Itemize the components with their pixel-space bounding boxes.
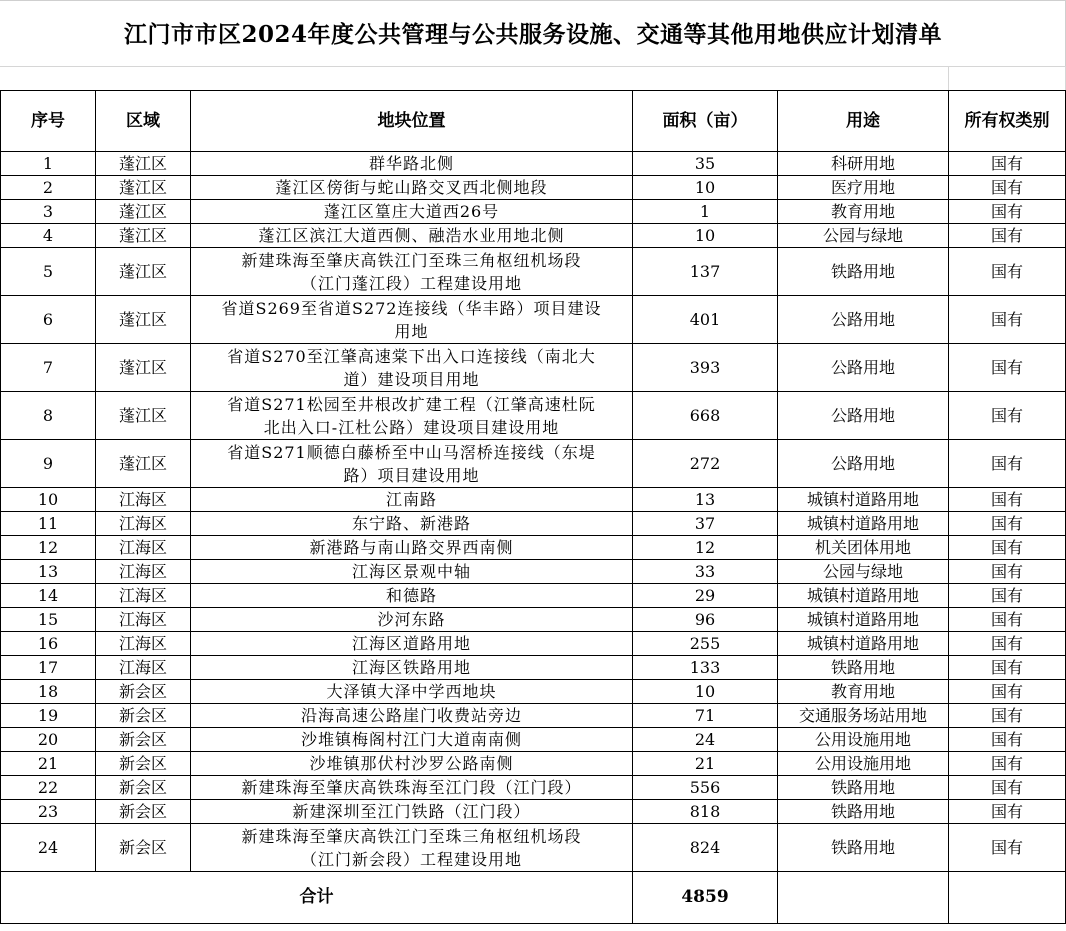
cell-district: 蓬江区 [96, 248, 191, 296]
cell-ownership: 国有 [949, 200, 1066, 224]
cell-district: 新会区 [96, 704, 191, 728]
cell-district: 新会区 [96, 800, 191, 824]
cell-use: 铁路用地 [778, 824, 949, 872]
table-row [1, 296, 1066, 344]
cell-no: 15 [1, 608, 96, 632]
table-row [1, 584, 1066, 608]
cell-ownership: 国有 [949, 536, 1066, 560]
cell-area: 10 [633, 176, 778, 200]
cell-district: 新会区 [96, 776, 191, 800]
cell-district: 江海区 [96, 656, 191, 680]
cell-district: 新会区 [96, 752, 191, 776]
cell-ownership: 国有 [949, 608, 1066, 632]
table-row [1, 824, 1066, 872]
cell-district: 江海区 [96, 632, 191, 656]
cell-ownership: 国有 [949, 488, 1066, 512]
cell-area: 24 [633, 728, 778, 752]
cell-location [191, 824, 633, 872]
cell-district: 江海区 [96, 536, 191, 560]
location-line: 道）建设项目用地 [343, 369, 480, 389]
cell-ownership: 国有 [949, 584, 1066, 608]
cell-use: 城镇村道路用地 [778, 608, 949, 632]
cell-use: 城镇村道路用地 [778, 488, 949, 512]
cell-use: 医疗用地 [778, 176, 949, 200]
cell-district: 江海区 [96, 488, 191, 512]
cell-location [191, 344, 633, 392]
cell-area: 393 [633, 344, 778, 392]
location-line: 群华路北侧 [368, 154, 454, 173]
cell-no: 5 [1, 248, 96, 296]
cell-district: 江海区 [96, 512, 191, 536]
cell-ownership: 国有 [949, 224, 1066, 248]
cell-location [191, 632, 633, 656]
cell-no: 10 [1, 488, 96, 512]
cell-ownership: 国有 [949, 248, 1066, 296]
cell-no: 19 [1, 704, 96, 728]
cell-ownership: 国有 [949, 344, 1066, 392]
cell-area: 818 [633, 800, 778, 824]
cell-use: 铁路用地 [778, 656, 949, 680]
location-line: 省道S270至江肇高速棠下出入口连接线（南北大 [227, 346, 596, 366]
cell-ownership: 国有 [949, 800, 1066, 824]
cell-area: 401 [633, 296, 778, 344]
location-line: （江门新会段）工程建设用地 [300, 849, 522, 869]
cell-ownership: 国有 [949, 752, 1066, 776]
location-line: 蓬江区傍街与蛇山路交叉西北侧地段 [275, 178, 548, 197]
table-body [1, 152, 1066, 872]
table-row [1, 392, 1066, 440]
table-row [1, 488, 1066, 512]
cell-use: 公路用地 [778, 440, 949, 488]
cell-use: 铁路用地 [778, 800, 949, 824]
cell-ownership: 国有 [949, 296, 1066, 344]
total-area: 4859 [633, 872, 778, 924]
location-line: 新建珠海至肇庆高铁江门至珠三角枢纽机场段 [241, 826, 582, 846]
location-line: （江门蓬江段）工程建设用地 [300, 273, 522, 293]
cell-no: 6 [1, 296, 96, 344]
cell-location [191, 608, 633, 632]
cell-use: 铁路用地 [778, 248, 949, 296]
table-row [1, 776, 1066, 800]
cell-location [191, 800, 633, 824]
total-empty-ownership [949, 872, 1066, 924]
table-row [1, 440, 1066, 488]
cell-district: 江海区 [96, 608, 191, 632]
location-line: 江海区道路用地 [351, 634, 471, 653]
spacer-row [0, 66, 1066, 90]
table-row [1, 152, 1066, 176]
cell-use: 公路用地 [778, 344, 949, 392]
cell-area: 33 [633, 560, 778, 584]
cell-district: 蓬江区 [96, 224, 191, 248]
cell-location [191, 488, 633, 512]
cell-no: 23 [1, 800, 96, 824]
cell-location [191, 584, 633, 608]
cell-no: 1 [1, 152, 96, 176]
location-line: 蓬江区篁庄大道西26号 [323, 202, 500, 221]
cell-ownership: 国有 [949, 824, 1066, 872]
location-line: 蓬江区滨江大道西侧、融浩水业用地北侧 [258, 226, 565, 245]
location-line: 新建珠海至肇庆高铁珠海至江门段（江门段） [241, 778, 582, 797]
cell-use: 公园与绿地 [778, 560, 949, 584]
table-row [1, 560, 1066, 584]
table-row [1, 632, 1066, 656]
cell-location [191, 656, 633, 680]
cell-area: 10 [633, 680, 778, 704]
location-line: 省道S271顺德白藤桥至中山马滘桥连接线（东堤 [227, 442, 596, 462]
cell-area: 37 [633, 512, 778, 536]
table-row [1, 608, 1066, 632]
cell-location [191, 680, 633, 704]
cell-no: 8 [1, 392, 96, 440]
location-line: 用地 [394, 321, 429, 341]
cell-ownership: 国有 [949, 152, 1066, 176]
table-row [1, 728, 1066, 752]
location-line: 和德路 [385, 586, 437, 605]
header-area: 面积（亩） [633, 91, 778, 152]
cell-use: 公用设施用地 [778, 752, 949, 776]
cell-area: 556 [633, 776, 778, 800]
cell-district: 蓬江区 [96, 200, 191, 224]
cell-use: 教育用地 [778, 680, 949, 704]
cell-district: 新会区 [96, 680, 191, 704]
cell-no: 4 [1, 224, 96, 248]
cell-area: 10 [633, 224, 778, 248]
cell-use: 公路用地 [778, 296, 949, 344]
cell-district: 蓬江区 [96, 152, 191, 176]
cell-no: 16 [1, 632, 96, 656]
cell-ownership: 国有 [949, 176, 1066, 200]
cell-use: 铁路用地 [778, 776, 949, 800]
cell-ownership: 国有 [949, 632, 1066, 656]
table-row [1, 512, 1066, 536]
cell-district: 蓬江区 [96, 176, 191, 200]
cell-district: 蓬江区 [96, 296, 191, 344]
table-row [1, 344, 1066, 392]
cell-no: 12 [1, 536, 96, 560]
cell-area: 96 [633, 608, 778, 632]
location-line: 东宁路、新港路 [351, 514, 471, 533]
cell-use: 交通服务场站用地 [778, 704, 949, 728]
cell-location [191, 296, 633, 344]
cell-location [191, 440, 633, 488]
cell-area: 272 [633, 440, 778, 488]
cell-no: 7 [1, 344, 96, 392]
location-line: 沙堆镇那伏村沙罗公路南侧 [309, 754, 514, 773]
cell-area: 1 [633, 200, 778, 224]
cell-location [191, 224, 633, 248]
cell-location [191, 248, 633, 296]
location-line: 新建深圳至江门铁路（江门段） [292, 802, 531, 821]
cell-ownership: 国有 [949, 704, 1066, 728]
location-line: 省道S271松园至井根改扩建工程（江肇高速杜阮 [227, 394, 596, 414]
cell-area: 824 [633, 824, 778, 872]
table-row [1, 200, 1066, 224]
cell-area: 133 [633, 656, 778, 680]
cell-area: 35 [633, 152, 778, 176]
table-row [1, 656, 1066, 680]
cell-area: 29 [633, 584, 778, 608]
header-ownership: 所有权类别 [949, 91, 1066, 152]
cell-district: 江海区 [96, 560, 191, 584]
cell-no: 24 [1, 824, 96, 872]
location-line: 新港路与南山路交界西南侧 [309, 538, 514, 557]
cell-ownership: 国有 [949, 560, 1066, 584]
cell-no: 11 [1, 512, 96, 536]
location-line: 北出入口-江杜公路）建设项目建设用地 [263, 417, 560, 437]
cell-ownership: 国有 [949, 656, 1066, 680]
cell-use: 教育用地 [778, 200, 949, 224]
cell-location [191, 200, 633, 224]
cell-no: 13 [1, 560, 96, 584]
cell-no: 22 [1, 776, 96, 800]
cell-area: 255 [633, 632, 778, 656]
table-row [1, 800, 1066, 824]
cell-ownership: 国有 [949, 728, 1066, 752]
header-district: 区域 [96, 91, 191, 152]
table-row [1, 248, 1066, 296]
cell-area: 12 [633, 536, 778, 560]
cell-district: 江海区 [96, 584, 191, 608]
table-row [1, 752, 1066, 776]
cell-no: 20 [1, 728, 96, 752]
cell-use: 城镇村道路用地 [778, 584, 949, 608]
location-line: 新建珠海至肇庆高铁江门至珠三角枢纽机场段 [241, 250, 582, 270]
cell-location [191, 152, 633, 176]
cell-ownership: 国有 [949, 776, 1066, 800]
cell-district: 新会区 [96, 728, 191, 752]
cell-ownership: 国有 [949, 392, 1066, 440]
header-use: 用途 [778, 91, 949, 152]
cell-area: 668 [633, 392, 778, 440]
location-line: 江海区铁路用地 [351, 658, 471, 677]
table-row [1, 224, 1066, 248]
location-line: 江海区景观中轴 [351, 562, 471, 581]
cell-location [191, 512, 633, 536]
total-label: 合计 [1, 872, 633, 924]
total-row [1, 872, 1066, 924]
cell-no: 14 [1, 584, 96, 608]
location-line: 路）项目建设用地 [343, 465, 480, 485]
cell-location [191, 752, 633, 776]
cell-ownership: 国有 [949, 680, 1066, 704]
cell-area: 137 [633, 248, 778, 296]
cell-district: 新会区 [96, 824, 191, 872]
land-supply-table [0, 90, 1066, 924]
cell-use: 科研用地 [778, 152, 949, 176]
cell-use: 城镇村道路用地 [778, 512, 949, 536]
cell-district: 蓬江区 [96, 344, 191, 392]
cell-area: 21 [633, 752, 778, 776]
page-title: 江门市市区2024年度公共管理与公共服务设施、交通等其他用地供应计划清单 [123, 21, 942, 48]
cell-use: 机关团体用地 [778, 536, 949, 560]
location-line: 沿海高速公路崖门收费站旁边 [300, 706, 522, 725]
cell-location [191, 176, 633, 200]
location-line: 大泽镇大泽中学西地块 [326, 682, 497, 701]
table-row [1, 176, 1066, 200]
cell-location [191, 560, 633, 584]
cell-location [191, 536, 633, 560]
cell-no: 2 [1, 176, 96, 200]
cell-use: 公用设施用地 [778, 728, 949, 752]
cell-use: 公路用地 [778, 392, 949, 440]
cell-area: 13 [633, 488, 778, 512]
location-line: 省道S269至省道S272连接线（华丰路）项目建设 [221, 298, 602, 318]
table-row [1, 704, 1066, 728]
cell-district: 蓬江区 [96, 440, 191, 488]
cell-ownership: 国有 [949, 440, 1066, 488]
cell-use: 公园与绿地 [778, 224, 949, 248]
cell-location [191, 704, 633, 728]
cell-location [191, 392, 633, 440]
location-line: 沙堆镇梅阁村江门大道南南侧 [300, 730, 522, 749]
table-row [1, 680, 1066, 704]
cell-no: 18 [1, 680, 96, 704]
cell-area: 71 [633, 704, 778, 728]
location-line: 江南路 [385, 490, 437, 509]
table-header-row [1, 91, 1066, 152]
cell-no: 21 [1, 752, 96, 776]
cell-location [191, 728, 633, 752]
location-line: 沙河东路 [377, 610, 446, 629]
cell-no: 9 [1, 440, 96, 488]
header-location: 地块位置 [191, 91, 633, 152]
table-row [1, 536, 1066, 560]
cell-location [191, 776, 633, 800]
cell-district: 蓬江区 [96, 392, 191, 440]
cell-no: 17 [1, 656, 96, 680]
cell-ownership: 国有 [949, 512, 1066, 536]
cell-no: 3 [1, 200, 96, 224]
cell-use: 城镇村道路用地 [778, 632, 949, 656]
total-empty-use [778, 872, 949, 924]
header-no: 序号 [1, 91, 96, 152]
